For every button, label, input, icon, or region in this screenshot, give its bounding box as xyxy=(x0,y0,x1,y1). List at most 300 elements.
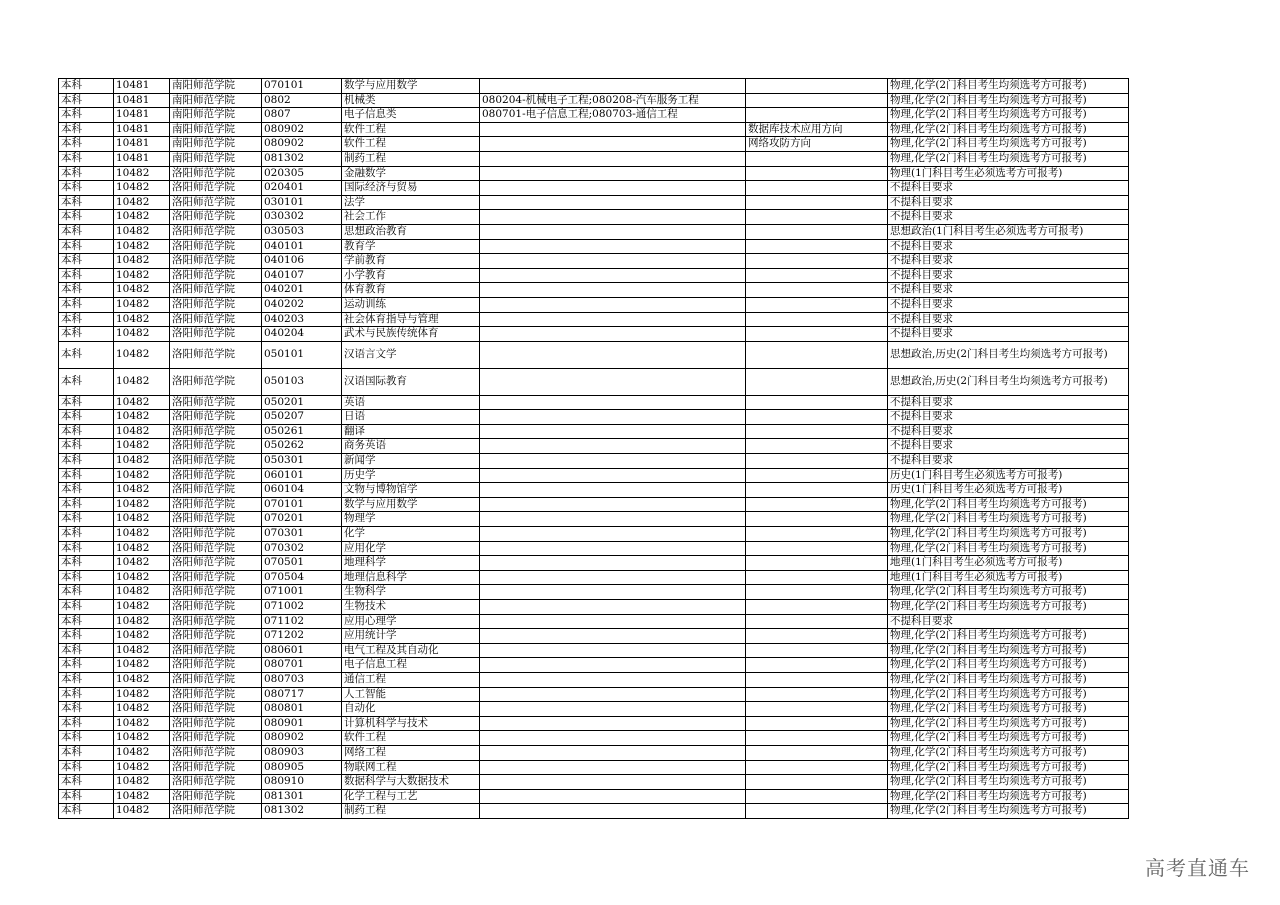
major-code-cell: 050207 xyxy=(262,410,342,425)
school-name-cell: 洛阳师范学院 xyxy=(170,643,262,658)
school-code-cell: 10482 xyxy=(114,439,170,454)
school-code-cell: 10482 xyxy=(114,483,170,498)
major-name-cell: 地理信息科学 xyxy=(342,570,480,585)
school-name-cell: 洛阳师范学院 xyxy=(170,410,262,425)
table-row xyxy=(59,312,1129,327)
direction-cell xyxy=(746,368,888,395)
subject-requirement-cell: 历史(1门科目考生必须选考方可报考) xyxy=(888,483,1129,498)
major-code-cell: 040101 xyxy=(262,239,342,254)
direction-cell xyxy=(746,151,888,166)
included-majors-cell xyxy=(480,210,746,225)
level-cell: 本科 xyxy=(59,731,114,746)
major-code-cell: 050301 xyxy=(262,454,342,469)
included-majors-cell xyxy=(480,195,746,210)
school-code-cell: 10482 xyxy=(114,643,170,658)
level-cell: 本科 xyxy=(59,643,114,658)
subject-requirement-cell: 物理,化学(2门科目考生均须选考方可报考) xyxy=(888,731,1129,746)
level-cell: 本科 xyxy=(59,166,114,181)
major-code-cell: 060101 xyxy=(262,468,342,483)
major-code-cell: 070101 xyxy=(262,497,342,512)
table-row xyxy=(59,570,1129,585)
included-majors-cell xyxy=(480,585,746,600)
school-name-cell: 南阳师范学院 xyxy=(170,137,262,152)
school-name-cell: 洛阳师范学院 xyxy=(170,629,262,644)
table-row xyxy=(59,804,1129,819)
level-cell: 本科 xyxy=(59,254,114,269)
major-name-cell: 化学工程与工艺 xyxy=(342,789,480,804)
school-code-cell: 10481 xyxy=(114,137,170,152)
level-cell: 本科 xyxy=(59,687,114,702)
included-majors-cell xyxy=(480,643,746,658)
included-majors-cell xyxy=(480,716,746,731)
level-cell: 本科 xyxy=(59,497,114,512)
table-row xyxy=(59,137,1129,152)
school-name-cell: 洛阳师范学院 xyxy=(170,658,262,673)
level-cell: 本科 xyxy=(59,716,114,731)
school-name-cell: 洛阳师范学院 xyxy=(170,166,262,181)
school-code-cell: 10482 xyxy=(114,629,170,644)
major-name-cell: 新闻学 xyxy=(342,454,480,469)
school-code-cell: 10482 xyxy=(114,556,170,571)
direction-cell xyxy=(746,93,888,108)
level-cell: 本科 xyxy=(59,108,114,123)
school-name-cell: 洛阳师范学院 xyxy=(170,454,262,469)
table-row xyxy=(59,512,1129,527)
subject-requirement-cell: 物理,化学(2门科目考生均须选考方可报考) xyxy=(888,789,1129,804)
major-name-cell: 机械类 xyxy=(342,93,480,108)
school-name-cell: 洛阳师范学院 xyxy=(170,283,262,298)
table-row xyxy=(59,151,1129,166)
included-majors-cell xyxy=(480,600,746,615)
direction-cell xyxy=(746,181,888,196)
school-code-cell: 10482 xyxy=(114,268,170,283)
school-code-cell: 10482 xyxy=(114,283,170,298)
school-name-cell: 南阳师范学院 xyxy=(170,122,262,137)
level-cell: 本科 xyxy=(59,454,114,469)
school-name-cell: 洛阳师范学院 xyxy=(170,745,262,760)
included-majors-cell xyxy=(480,283,746,298)
direction-cell xyxy=(746,424,888,439)
school-code-cell: 10482 xyxy=(114,702,170,717)
direction-cell: 网络攻防方向 xyxy=(746,137,888,152)
school-name-cell: 洛阳师范学院 xyxy=(170,527,262,542)
subject-requirement-cell: 物理,化学(2门科目考生均须选考方可报考) xyxy=(888,658,1129,673)
major-code-cell: 081302 xyxy=(262,804,342,819)
major-code-cell: 020401 xyxy=(262,181,342,196)
major-name-cell: 历史学 xyxy=(342,468,480,483)
major-code-cell: 020305 xyxy=(262,166,342,181)
subject-requirement-cell: 不提科目要求 xyxy=(888,312,1129,327)
school-name-cell: 洛阳师范学院 xyxy=(170,600,262,615)
level-cell: 本科 xyxy=(59,137,114,152)
direction-cell xyxy=(746,512,888,527)
major-name-cell: 制药工程 xyxy=(342,804,480,819)
direction-cell xyxy=(746,312,888,327)
school-name-cell: 洛阳师范学院 xyxy=(170,439,262,454)
subject-requirement-cell: 物理,化学(2门科目考生均须选考方可报考) xyxy=(888,137,1129,152)
included-majors-cell xyxy=(480,439,746,454)
table-row xyxy=(59,672,1129,687)
school-name-cell: 洛阳师范学院 xyxy=(170,181,262,196)
major-code-cell: 070504 xyxy=(262,570,342,585)
direction-cell xyxy=(746,745,888,760)
included-majors-cell xyxy=(480,424,746,439)
included-majors-cell: 080701-电子信息工程;080703-通信工程 xyxy=(480,108,746,123)
level-cell: 本科 xyxy=(59,556,114,571)
table-row xyxy=(59,368,1129,395)
subject-requirement-cell: 物理,化学(2门科目考生均须选考方可报考) xyxy=(888,79,1129,94)
included-majors-cell xyxy=(480,137,746,152)
school-name-cell: 洛阳师范学院 xyxy=(170,512,262,527)
included-majors-cell xyxy=(480,745,746,760)
subject-requirement-cell: 思想政治,历史(2门科目考生均须选考方可报考) xyxy=(888,368,1129,395)
subject-requirement-cell: 物理,化学(2门科目考生均须选考方可报考) xyxy=(888,804,1129,819)
table-row xyxy=(59,410,1129,425)
major-name-cell: 金融数学 xyxy=(342,166,480,181)
table-row xyxy=(59,745,1129,760)
table-row xyxy=(59,268,1129,283)
included-majors-cell xyxy=(480,541,746,556)
subject-requirement-cell: 不提科目要求 xyxy=(888,327,1129,342)
school-code-cell: 10482 xyxy=(114,166,170,181)
major-name-cell: 社会体育指导与管理 xyxy=(342,312,480,327)
level-cell: 本科 xyxy=(59,585,114,600)
school-name-cell: 洛阳师范学院 xyxy=(170,483,262,498)
direction-cell xyxy=(746,702,888,717)
direction-cell: 数据库技术应用方向 xyxy=(746,122,888,137)
school-name-cell: 洛阳师范学院 xyxy=(170,672,262,687)
major-name-cell: 电子信息工程 xyxy=(342,658,480,673)
major-name-cell: 日语 xyxy=(342,410,480,425)
major-code-cell: 081302 xyxy=(262,151,342,166)
school-code-cell: 10482 xyxy=(114,312,170,327)
level-cell: 本科 xyxy=(59,341,114,368)
school-name-cell: 洛阳师范学院 xyxy=(170,614,262,629)
major-code-cell: 080717 xyxy=(262,687,342,702)
major-code-cell: 080601 xyxy=(262,643,342,658)
level-cell: 本科 xyxy=(59,297,114,312)
school-code-cell: 10482 xyxy=(114,672,170,687)
included-majors-cell xyxy=(480,804,746,819)
level-cell: 本科 xyxy=(59,789,114,804)
included-majors-cell xyxy=(480,151,746,166)
table-row xyxy=(59,789,1129,804)
major-code-cell: 030101 xyxy=(262,195,342,210)
major-code-cell: 071202 xyxy=(262,629,342,644)
school-name-cell: 洛阳师范学院 xyxy=(170,297,262,312)
subject-requirement-cell: 物理,化学(2门科目考生均须选考方可报考) xyxy=(888,585,1129,600)
direction-cell xyxy=(746,614,888,629)
table-row xyxy=(59,79,1129,94)
table-row xyxy=(59,327,1129,342)
major-code-cell: 070501 xyxy=(262,556,342,571)
subject-requirement-cell: 不提科目要求 xyxy=(888,268,1129,283)
level-cell: 本科 xyxy=(59,629,114,644)
level-cell: 本科 xyxy=(59,424,114,439)
subject-requirement-cell: 物理,化学(2门科目考生均须选考方可报考) xyxy=(888,93,1129,108)
school-name-cell: 洛阳师范学院 xyxy=(170,731,262,746)
school-name-cell: 洛阳师范学院 xyxy=(170,424,262,439)
major-name-cell: 数学与应用数学 xyxy=(342,497,480,512)
included-majors-cell xyxy=(480,702,746,717)
level-cell: 本科 xyxy=(59,600,114,615)
major-code-cell: 080910 xyxy=(262,775,342,790)
school-name-cell: 洛阳师范学院 xyxy=(170,368,262,395)
included-majors-cell xyxy=(480,79,746,94)
table-row xyxy=(59,195,1129,210)
level-cell: 本科 xyxy=(59,283,114,298)
direction-cell xyxy=(746,556,888,571)
major-code-cell: 080902 xyxy=(262,137,342,152)
table-row xyxy=(59,687,1129,702)
school-code-cell: 10482 xyxy=(114,341,170,368)
subject-requirement-cell: 物理,化学(2门科目考生均须选考方可报考) xyxy=(888,775,1129,790)
direction-cell xyxy=(746,166,888,181)
table-row xyxy=(59,760,1129,775)
table-row xyxy=(59,239,1129,254)
level-cell: 本科 xyxy=(59,93,114,108)
school-code-cell: 10482 xyxy=(114,210,170,225)
included-majors-cell xyxy=(480,527,746,542)
major-code-cell: 060104 xyxy=(262,483,342,498)
direction-cell xyxy=(746,468,888,483)
included-majors-cell xyxy=(480,775,746,790)
included-majors-cell xyxy=(480,672,746,687)
direction-cell xyxy=(746,439,888,454)
level-cell: 本科 xyxy=(59,658,114,673)
school-name-cell: 洛阳师范学院 xyxy=(170,789,262,804)
major-code-cell: 080701 xyxy=(262,658,342,673)
school-name-cell: 洛阳师范学院 xyxy=(170,195,262,210)
major-name-cell: 化学 xyxy=(342,527,480,542)
major-code-cell: 080903 xyxy=(262,745,342,760)
school-code-cell: 10482 xyxy=(114,395,170,410)
included-majors-cell xyxy=(480,570,746,585)
table-row xyxy=(59,614,1129,629)
level-cell: 本科 xyxy=(59,410,114,425)
major-code-cell: 071001 xyxy=(262,585,342,600)
major-code-cell: 050261 xyxy=(262,424,342,439)
subject-requirement-cell: 思想政治(1门科目考生必须选考方可报考) xyxy=(888,224,1129,239)
table-row xyxy=(59,658,1129,673)
school-name-cell: 洛阳师范学院 xyxy=(170,239,262,254)
direction-cell xyxy=(746,775,888,790)
subject-requirement-cell: 物理,化学(2门科目考生均须选考方可报考) xyxy=(888,108,1129,123)
school-code-cell: 10482 xyxy=(114,527,170,542)
school-code-cell: 10482 xyxy=(114,789,170,804)
major-code-cell: 080902 xyxy=(262,731,342,746)
direction-cell xyxy=(746,297,888,312)
level-cell: 本科 xyxy=(59,745,114,760)
subject-requirement-cell: 物理,化学(2门科目考生均须选考方可报考) xyxy=(888,687,1129,702)
level-cell: 本科 xyxy=(59,804,114,819)
level-cell: 本科 xyxy=(59,512,114,527)
school-name-cell: 洛阳师范学院 xyxy=(170,702,262,717)
direction-cell xyxy=(746,541,888,556)
included-majors-cell xyxy=(480,268,746,283)
table-row xyxy=(59,468,1129,483)
level-cell: 本科 xyxy=(59,122,114,137)
level-cell: 本科 xyxy=(59,224,114,239)
major-code-cell: 050262 xyxy=(262,439,342,454)
subject-requirement-cell: 不提科目要求 xyxy=(888,424,1129,439)
major-name-cell: 软件工程 xyxy=(342,122,480,137)
subject-requirement-cell: 物理,化学(2门科目考生均须选考方可报考) xyxy=(888,541,1129,556)
subject-requirement-cell: 不提科目要求 xyxy=(888,395,1129,410)
table-row xyxy=(59,629,1129,644)
table-row xyxy=(59,527,1129,542)
subject-requirement-cell: 不提科目要求 xyxy=(888,210,1129,225)
major-name-cell: 生物技术 xyxy=(342,600,480,615)
major-name-cell: 通信工程 xyxy=(342,672,480,687)
level-cell: 本科 xyxy=(59,570,114,585)
major-name-cell: 物联网工程 xyxy=(342,760,480,775)
major-code-cell: 080703 xyxy=(262,672,342,687)
included-majors-cell xyxy=(480,312,746,327)
level-cell: 本科 xyxy=(59,483,114,498)
school-name-cell: 洛阳师范学院 xyxy=(170,341,262,368)
level-cell: 本科 xyxy=(59,468,114,483)
major-code-cell: 050101 xyxy=(262,341,342,368)
major-code-cell: 040203 xyxy=(262,312,342,327)
table-row xyxy=(59,93,1129,108)
table-row xyxy=(59,483,1129,498)
school-name-cell: 洛阳师范学院 xyxy=(170,804,262,819)
subject-requirement-cell: 不提科目要求 xyxy=(888,454,1129,469)
level-cell: 本科 xyxy=(59,268,114,283)
direction-cell xyxy=(746,283,888,298)
subject-requirement-cell: 物理,化学(2门科目考生均须选考方可报考) xyxy=(888,716,1129,731)
major-name-cell: 软件工程 xyxy=(342,731,480,746)
subject-requirement-cell: 不提科目要求 xyxy=(888,614,1129,629)
included-majors-cell xyxy=(480,181,746,196)
direction-cell xyxy=(746,195,888,210)
major-name-cell: 生物科学 xyxy=(342,585,480,600)
subject-requirement-cell: 物理,化学(2门科目考生均须选考方可报考) xyxy=(888,527,1129,542)
school-name-cell: 洛阳师范学院 xyxy=(170,760,262,775)
table-row xyxy=(59,341,1129,368)
direction-cell xyxy=(746,108,888,123)
school-code-cell: 10481 xyxy=(114,108,170,123)
direction-cell xyxy=(746,79,888,94)
school-name-cell: 南阳师范学院 xyxy=(170,151,262,166)
school-code-cell: 10482 xyxy=(114,195,170,210)
level-cell: 本科 xyxy=(59,312,114,327)
school-code-cell: 10482 xyxy=(114,760,170,775)
school-code-cell: 10482 xyxy=(114,497,170,512)
included-majors-cell xyxy=(480,395,746,410)
school-code-cell: 10482 xyxy=(114,327,170,342)
direction-cell xyxy=(746,731,888,746)
level-cell: 本科 xyxy=(59,541,114,556)
subject-requirement-cell: 历史(1门科目考生必须选考方可报考) xyxy=(888,468,1129,483)
direction-cell xyxy=(746,804,888,819)
direction-cell xyxy=(746,716,888,731)
school-code-cell: 10481 xyxy=(114,79,170,94)
table-row xyxy=(59,775,1129,790)
included-majors-cell xyxy=(480,410,746,425)
school-code-cell: 10482 xyxy=(114,570,170,585)
level-cell: 本科 xyxy=(59,672,114,687)
subject-requirement-cell: 物理,化学(2门科目考生均须选考方可报考) xyxy=(888,672,1129,687)
included-majors-cell xyxy=(480,468,746,483)
major-code-cell: 080801 xyxy=(262,702,342,717)
major-code-cell: 080901 xyxy=(262,716,342,731)
included-majors-cell xyxy=(480,327,746,342)
level-cell: 本科 xyxy=(59,760,114,775)
table-row xyxy=(59,224,1129,239)
major-name-cell: 翻译 xyxy=(342,424,480,439)
major-name-cell: 思想政治教育 xyxy=(342,224,480,239)
direction-cell xyxy=(746,760,888,775)
subject-requirement-cell: 物理,化学(2门科目考生均须选考方可报考) xyxy=(888,151,1129,166)
included-majors-cell xyxy=(480,658,746,673)
major-name-cell: 教育学 xyxy=(342,239,480,254)
school-name-cell: 洛阳师范学院 xyxy=(170,224,262,239)
level-cell: 本科 xyxy=(59,239,114,254)
school-code-cell: 10482 xyxy=(114,512,170,527)
direction-cell xyxy=(746,268,888,283)
direction-cell xyxy=(746,672,888,687)
school-code-cell: 10482 xyxy=(114,775,170,790)
major-name-cell: 电子信息类 xyxy=(342,108,480,123)
major-code-cell: 070301 xyxy=(262,527,342,542)
school-name-cell: 南阳师范学院 xyxy=(170,79,262,94)
included-majors-cell xyxy=(480,224,746,239)
subject-requirement-cell: 不提科目要求 xyxy=(888,239,1129,254)
table-row xyxy=(59,643,1129,658)
school-code-cell: 10482 xyxy=(114,410,170,425)
major-name-cell: 计算机科学与技术 xyxy=(342,716,480,731)
subject-requirement-cell: 物理,化学(2门科目考生均须选考方可报考) xyxy=(888,629,1129,644)
table-row xyxy=(59,716,1129,731)
subject-requirement-cell: 思想政治,历史(2门科目考生均须选考方可报考) xyxy=(888,341,1129,368)
level-cell: 本科 xyxy=(59,151,114,166)
direction-cell xyxy=(746,224,888,239)
school-code-cell: 10482 xyxy=(114,731,170,746)
school-name-cell: 洛阳师范学院 xyxy=(170,775,262,790)
included-majors-cell xyxy=(480,556,746,571)
table-row xyxy=(59,395,1129,410)
school-name-cell: 洛阳师范学院 xyxy=(170,585,262,600)
subject-requirement-cell: 不提科目要求 xyxy=(888,297,1129,312)
school-code-cell: 10482 xyxy=(114,600,170,615)
school-code-cell: 10482 xyxy=(114,454,170,469)
major-code-cell: 050201 xyxy=(262,395,342,410)
school-code-cell: 10482 xyxy=(114,224,170,239)
school-code-cell: 10482 xyxy=(114,368,170,395)
subject-requirement-cell: 不提科目要求 xyxy=(888,195,1129,210)
major-name-cell: 数学与应用数学 xyxy=(342,79,480,94)
school-code-cell: 10481 xyxy=(114,93,170,108)
included-majors-cell xyxy=(480,166,746,181)
subject-requirement-cell: 物理(1门科目考生必须选考方可报考) xyxy=(888,166,1129,181)
school-name-cell: 洛阳师范学院 xyxy=(170,268,262,283)
major-name-cell: 制药工程 xyxy=(342,151,480,166)
major-name-cell: 电气工程及其自动化 xyxy=(342,643,480,658)
direction-cell xyxy=(746,410,888,425)
major-name-cell: 汉语国际教育 xyxy=(342,368,480,395)
major-name-cell: 法学 xyxy=(342,195,480,210)
major-code-cell: 030503 xyxy=(262,224,342,239)
school-name-cell: 洛阳师范学院 xyxy=(170,254,262,269)
direction-cell xyxy=(746,454,888,469)
major-name-cell: 数据科学与大数据技术 xyxy=(342,775,480,790)
table-row xyxy=(59,585,1129,600)
school-code-cell: 10482 xyxy=(114,468,170,483)
major-code-cell: 070101 xyxy=(262,79,342,94)
major-name-cell: 文物与博物馆学 xyxy=(342,483,480,498)
